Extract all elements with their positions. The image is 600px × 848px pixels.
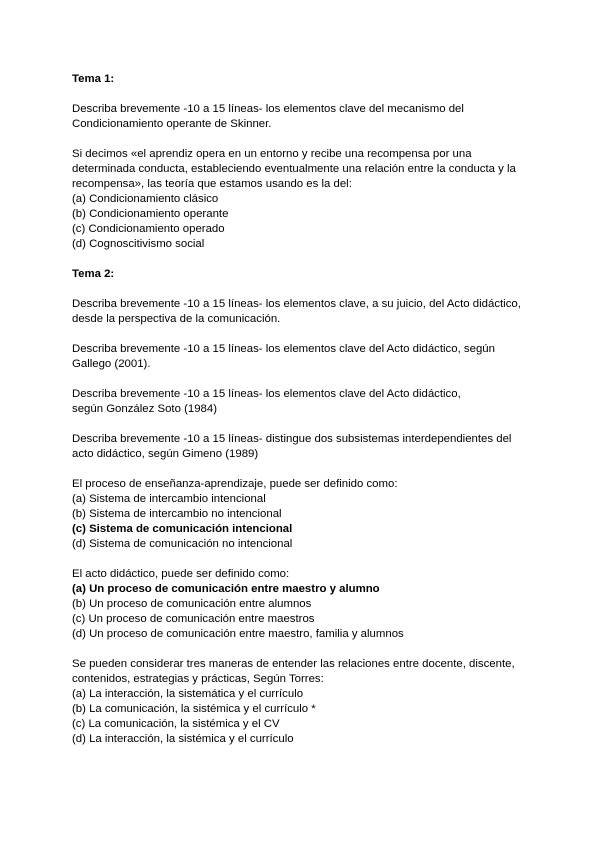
tema2-mc2-option-b: (b) Un proceso de comunicación entre alumnos [72,598,312,610]
tema2-mc2-option-a-correct: (a) Un proceso de comunicación entre maestro y alumno [72,583,380,595]
tema2-mc2-option-c: (c) Un proceso de comunicación entre maestros [72,613,315,625]
tema2-question-4: Describa brevemente -10 a 15 líneas- distingue dos subsistemas interdependientes del acto didáctico, según Gimeno (1989) [72,433,512,460]
tema2-mc3-option-a: (a) La interacción, la sistemática y el currículo [72,688,304,700]
tema1-title: Tema 1: [72,73,115,85]
tema2-title: Tema 2: [72,268,115,280]
tema1-mc1-option-b: (b) Condicionamiento operante [72,208,229,220]
tema2-mc1-option-c-correct: (c) Sistema de comunicación intencional [72,523,293,535]
tema2-mc2-option-d: (d) Un proceso de comunicación entre maestro, familia y alumnos [72,628,404,640]
tema2-mc2-stem: El acto didáctico, puede ser definido como: [72,568,290,580]
tema1-mc1-stem: Si decimos «el aprendiz opera en un entorno y recibe una recompensa por una determinada conducta, estableciendo eventualmente una relación entre la conducta y la recompensa», las teoría que estamos usando es la del: [72,148,516,190]
tema1-question-1: Describa brevemente -10 a 15 líneas- los elementos clave del mecanismo del Condicionamiento operante de Skinner. [72,103,464,130]
tema1-mc1-option-a: (a) Condicionamiento clásico [72,193,219,205]
tema1-mc1-option-d: (d) Cognoscitivismo social [72,238,205,250]
tema2-mc1-option-d: (d) Sistema de comunicación no intencional [72,538,293,550]
tema2-mc3-stem: Se pueden considerar tres maneras de entender las relaciones entre docente, discente, contenidos, estrategias y prácticas, Según Torres: [72,658,515,685]
tema2-question-2: Describa brevemente -10 a 15 líneas- los elementos clave del Acto didáctico, según Gallego (2001). [72,343,495,370]
tema2-mc3-option-d: (d) La interacción, la sistémica y el currículo [72,733,294,745]
tema2-mc3-option-c: (c) La comunicación, la sistémica y el CV [72,718,280,730]
tema2-mc3-option-b: (b) La comunicación, la sistémica y el currículo * [72,703,316,715]
tema1-mc1-option-c: (c) Condicionamiento operado [72,223,225,235]
tema2-mc1-option-b: (b) Sistema de intercambio no intencional [72,508,282,520]
tema2-mc1-option-a: (a) Sistema de intercambio intencional [72,493,266,505]
tema2-mc1-stem: El proceso de enseñanza-aprendizaje, puede ser definido como: [72,478,398,490]
tema2-question-3: Describa brevemente -10 a 15 líneas- los elementos clave del Acto didáctico, según González Soto (1984) [72,388,461,415]
tema2-question-1: Describa brevemente -10 a 15 líneas- los elementos clave, a su juicio, del Acto didáctico, desde la perspectiva de la comunicación. [72,298,521,325]
